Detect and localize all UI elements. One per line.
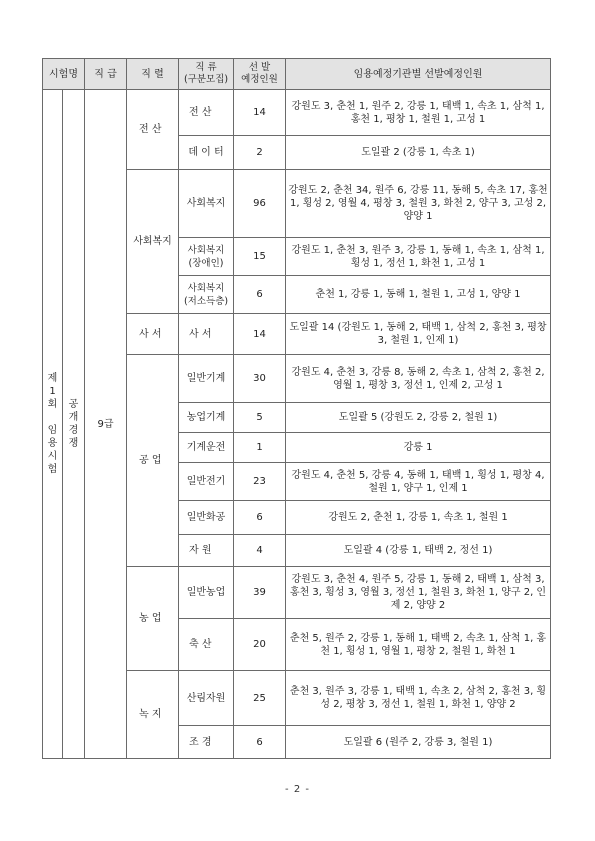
allocation-cell: 강원도 4, 춘천 5, 강릉 4, 동해 1, 태백 1, 횡성 1, 평창 4, 철원 1, 양구 1, 인제 1 xyxy=(286,463,551,501)
exam-type-cell: 공 개 경 쟁 xyxy=(63,90,85,759)
header-grade: 직 급 xyxy=(85,59,127,90)
category-cell: 일반농업 xyxy=(179,567,234,619)
allocation-cell: 강원도 4, 춘천 3, 강릉 8, 동해 2, 속초 1, 삼척 2, 홍천 2, 영월 1, 평창 3, 정선 1, 인제 2, 고성 1 xyxy=(286,355,551,403)
count-cell: 14 xyxy=(234,314,286,355)
table-row xyxy=(43,90,551,136)
count-cell: 25 xyxy=(234,671,286,726)
header-category: 직 류 (구분모집) xyxy=(179,59,234,90)
allocation-cell: 강릉 1 xyxy=(286,433,551,463)
series-agriculture: 농 업 xyxy=(127,567,179,671)
category-cell: 사회복지 (장애인) xyxy=(179,238,234,276)
series-social: 사회복지 xyxy=(127,170,179,314)
count-cell: 30 xyxy=(234,355,286,403)
category-cell: 축 산 xyxy=(179,619,234,671)
count-cell: 2 xyxy=(234,136,286,170)
header-allocation: 임용예정기관별 선발예정인원 xyxy=(286,59,551,90)
allocation-cell: 강원도 2, 춘천 34, 원주 6, 강릉 11, 동해 5, 속초 17, 홍천 1, 횡성 2, 영월 4, 평창 3, 철원 3, 화천 2, 양구 3, 고성 2, 양양 1 xyxy=(286,170,551,238)
category-cell: 일반전기 xyxy=(179,463,234,501)
category-cell: 사회복지 xyxy=(179,170,234,238)
category-cell: 조 경 xyxy=(179,726,234,759)
series-jeonsan: 전 산 xyxy=(127,90,179,170)
allocation-cell: 춘천 5, 원주 2, 강릉 1, 동해 1, 태백 2, 속초 1, 삼척 1, 홍천 1, 횡성 1, 영월 1, 평창 2, 철원 1, 화천 1 xyxy=(286,619,551,671)
count-cell: 5 xyxy=(234,403,286,433)
count-cell: 4 xyxy=(234,535,286,567)
count-cell: 96 xyxy=(234,170,286,238)
category-cell: 농업기계 xyxy=(179,403,234,433)
allocation-cell: 도일괄 5 (강원도 2, 강릉 2, 철원 1) xyxy=(286,403,551,433)
category-cell: 산림자원 xyxy=(179,671,234,726)
count-cell: 6 xyxy=(234,726,286,759)
count-cell: 14 xyxy=(234,90,286,136)
allocation-cell: 도일괄 6 (원주 2, 강릉 3, 철원 1) xyxy=(286,726,551,759)
category-cell: 기계운전 xyxy=(179,433,234,463)
header-exam: 시험명 xyxy=(43,59,85,90)
count-cell: 6 xyxy=(234,276,286,314)
allocation-cell: 도일괄 14 (강원도 1, 동해 2, 태백 1, 삼척 2, 홍천 3, 평창 3, 철원 1, 인제 1) xyxy=(286,314,551,355)
count-cell: 1 xyxy=(234,433,286,463)
count-cell: 6 xyxy=(234,501,286,535)
category-cell: 데 이 터 xyxy=(179,136,234,170)
count-cell: 20 xyxy=(234,619,286,671)
header-row xyxy=(43,59,551,90)
category-cell: 자 원 xyxy=(179,535,234,567)
count-cell: 39 xyxy=(234,567,286,619)
allocation-cell: 강원도 2, 춘천 1, 강릉 1, 속초 1, 철원 1 xyxy=(286,501,551,535)
recruitment-table xyxy=(42,58,551,759)
category-cell: 일반화공 xyxy=(179,501,234,535)
page-number: - 2 - xyxy=(285,784,310,795)
series-clerk: 사 서 xyxy=(127,314,179,355)
allocation-cell: 강원도 1, 춘천 3, 원주 3, 강릉 1, 동해 1, 속초 1, 삼척 1, 횡성 1, 정선 1, 화천 1, 고성 1 xyxy=(286,238,551,276)
category-cell: 사회복지 (저소득층) xyxy=(179,276,234,314)
allocation-cell: 도일괄 4 (강릉 1, 태백 2, 정선 1) xyxy=(286,535,551,567)
series-forestry: 녹 지 xyxy=(127,671,179,759)
category-cell: 일반기계 xyxy=(179,355,234,403)
allocation-cell: 강원도 3, 춘천 1, 원주 2, 강릉 1, 태백 1, 속초 1, 삼척 1, 홍천 1, 평창 1, 철원 1, 고성 1 xyxy=(286,90,551,136)
count-cell: 23 xyxy=(234,463,286,501)
category-cell: 사 서 xyxy=(179,314,234,355)
grade-cell: 9급 xyxy=(85,90,127,759)
header-series: 직 렬 xyxy=(127,59,179,90)
allocation-cell: 도일괄 2 (강릉 1, 속초 1) xyxy=(286,136,551,170)
allocation-cell: 춘천 1, 강릉 1, 동해 1, 철원 1, 고성 1, 양양 1 xyxy=(286,276,551,314)
exam-name-cell: 제 1 회 임 용 시 험 xyxy=(43,90,63,759)
series-industry: 공 업 xyxy=(127,355,179,567)
header-count: 선 발 예정인원 xyxy=(234,59,286,90)
allocation-cell: 강원도 3, 춘천 4, 원주 5, 강릉 1, 동해 2, 태백 1, 삼척 3, 홍천 3, 횡성 3, 영월 3, 정선 1, 철원 3, 화천 1, 양구 2, 인제 2, 양양 2 xyxy=(286,567,551,619)
category-cell: 전 산 xyxy=(179,90,234,136)
count-cell: 15 xyxy=(234,238,286,276)
allocation-cell: 춘천 3, 원주 3, 강릉 1, 태백 1, 속초 2, 삼척 2, 홍천 3, 횡성 2, 평창 3, 정선 1, 철원 1, 화천 1, 양양 2 xyxy=(286,671,551,726)
